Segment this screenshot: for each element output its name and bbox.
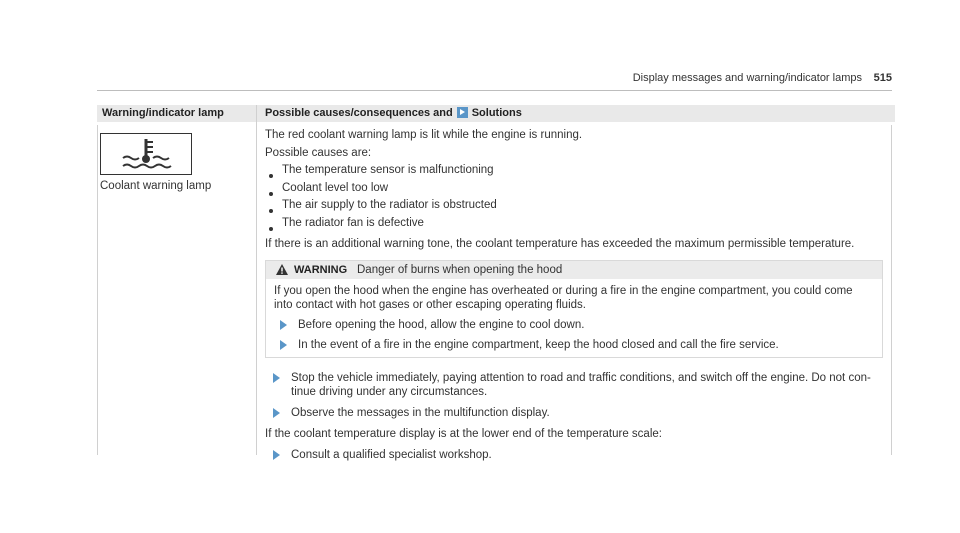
warning-subtitle: Danger of burns when opening the hood <box>357 264 563 276</box>
lower-end-text: If the coolant temperature display is at the lower end of the temperature scale: <box>265 428 662 440</box>
lamp-label: Coolant warning lamp <box>100 180 212 192</box>
warning-step: Before opening the hood, allow the engine to cool down. <box>298 319 585 331</box>
header-rule <box>97 90 892 91</box>
page-header <box>97 72 892 86</box>
step-line: Observe the messages in the multifunction display. <box>291 407 550 419</box>
warning-step: In the event of a fire in the engine compartment, keep the hood closed and call the fire service. <box>298 339 779 351</box>
step-arrow-icon <box>280 340 287 352</box>
step-arrow-icon <box>273 373 280 385</box>
table-left-border <box>97 125 98 455</box>
col-header-lamp: Warning/indicator lamp <box>97 105 258 122</box>
step-arrow-icon <box>273 408 280 420</box>
header-title: Display messages and warning/indicator lamps <box>632 72 862 84</box>
bullet-icon <box>269 187 273 199</box>
bullet-icon <box>269 204 273 216</box>
column-divider <box>256 105 257 455</box>
warning-body-line2: into contact with hot gases or other escaping operating fluids. <box>274 299 586 311</box>
step-arrow-icon <box>273 450 280 462</box>
warning-box <box>265 260 883 358</box>
coolant-temperature-icon <box>100 133 192 175</box>
step-line: Stop the vehicle immediately, paying attention to road and traffic conditions, and switch off the engine. Do not con- <box>291 372 871 384</box>
warning-title: WARNING <box>294 264 348 276</box>
step-arrow-icon <box>280 320 287 332</box>
col-header-causes <box>257 105 895 122</box>
page-number: 515 <box>873 72 892 84</box>
col-header-solutions-text: Solutions <box>471 107 522 119</box>
final-step: Consult a qualified specialist workshop. <box>291 449 492 461</box>
warning-triangle-icon <box>276 264 288 278</box>
causes-heading: Possible causes are: <box>265 147 372 159</box>
col-header-causes-text: Possible causes/consequences and <box>265 107 453 119</box>
step-line: tinue driving under any circumstances. <box>291 386 488 398</box>
tone-text: If there is an additional warning tone, the coolant temperature has exceeded the maximum permissible temperature. <box>265 238 855 250</box>
bullet-icon <box>269 169 273 181</box>
table-right-border <box>891 125 892 455</box>
bullet-icon <box>269 222 273 234</box>
warning-lamp-table: Warning/indicator lamp Possible causes/consequences and Solutions Coolant warning lamp The red coolant warning lamp is lit while the engine is running. Possible causes are: The temperature sensor is malfunctioning Coolant level too low The air supply to the radiator is obstructed The radiator fan is defective If there is an additional warning tone, the coolant temperature has exceeded the maximum permissible temperature. WARNING Danger of burns when opening the hood If you open the hood when the engine has overheated or during a fire in the engine compartment, you could come into contact with hot gases or other escaping operating fluids. Before opening the hood, allow the engine to cool down. In the event of a fire in the engine compartment, keep the hood closed and call the fire service. Stop the vehicle immediately, paying attention to road and traffic conditions, and switch off the engine. Do not con- tinue driving under any circumstances. Observe the messages in the multifunction display. If the coolant temperature display is at the lower end of the temperature scale: Consult a qualified specialist workshop. <box>97 105 892 455</box>
warning-header <box>266 261 882 279</box>
warning-body-line1: If you open the hood when the engine has overheated or during a fire in the engine compartment, you could come <box>274 285 853 297</box>
solutions-arrow-icon <box>457 107 468 118</box>
intro-text: The red coolant warning lamp is lit while the engine is running. <box>265 129 583 141</box>
